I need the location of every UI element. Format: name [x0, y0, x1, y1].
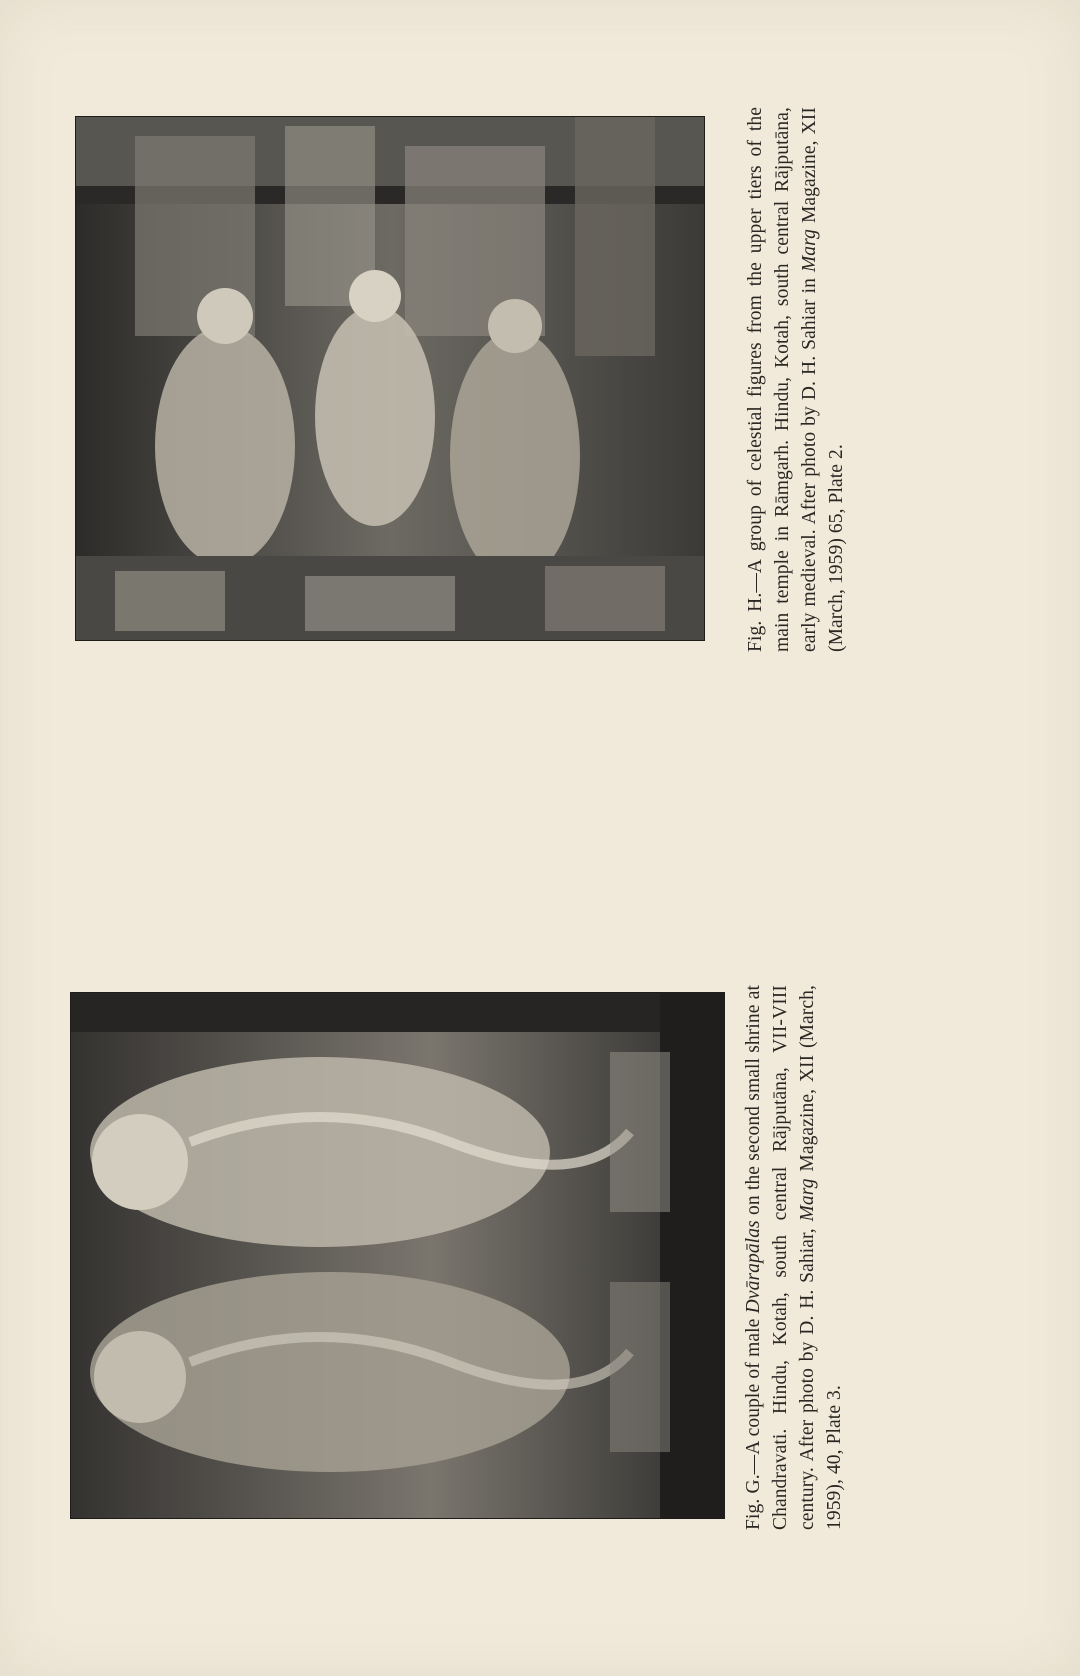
figure-g-caption — [740, 985, 848, 1530]
dvarapala-couple-icon — [70, 992, 725, 1519]
caption-text: on the second small shrine at Chandravati. Hindu, Kotah, south central Rājputāna, VII-VIII century. After photo by D. H. Sahiar, — [743, 984, 818, 1530]
caption-text: Magazine, XII (March, 1959), 40, Plate 3. — [797, 985, 845, 1530]
caption-text: Fig. H.—A group of celestial figures from the upper tiers of the main temple in Rāmgarh. Hindu, Kotah, south central Rājputāna, early medieval. After photo by D. H. Sahiar in — [745, 107, 820, 652]
caption-italic-text: Marg — [799, 229, 820, 273]
caption-italic-text: Dvārapālas — [743, 1220, 764, 1314]
caption-text: Magazine, XII (March, 1959) 65, Plate 2. — [799, 107, 847, 652]
caption-text: Fig. G.—A couple of male — [743, 1313, 764, 1530]
temple-celestial-figures-icon — [75, 116, 705, 641]
figure-h-photo — [75, 116, 705, 641]
caption-italic-text: Marg — [797, 1178, 818, 1222]
figure-g-photo — [70, 992, 725, 1519]
figure-h-caption — [742, 107, 850, 652]
